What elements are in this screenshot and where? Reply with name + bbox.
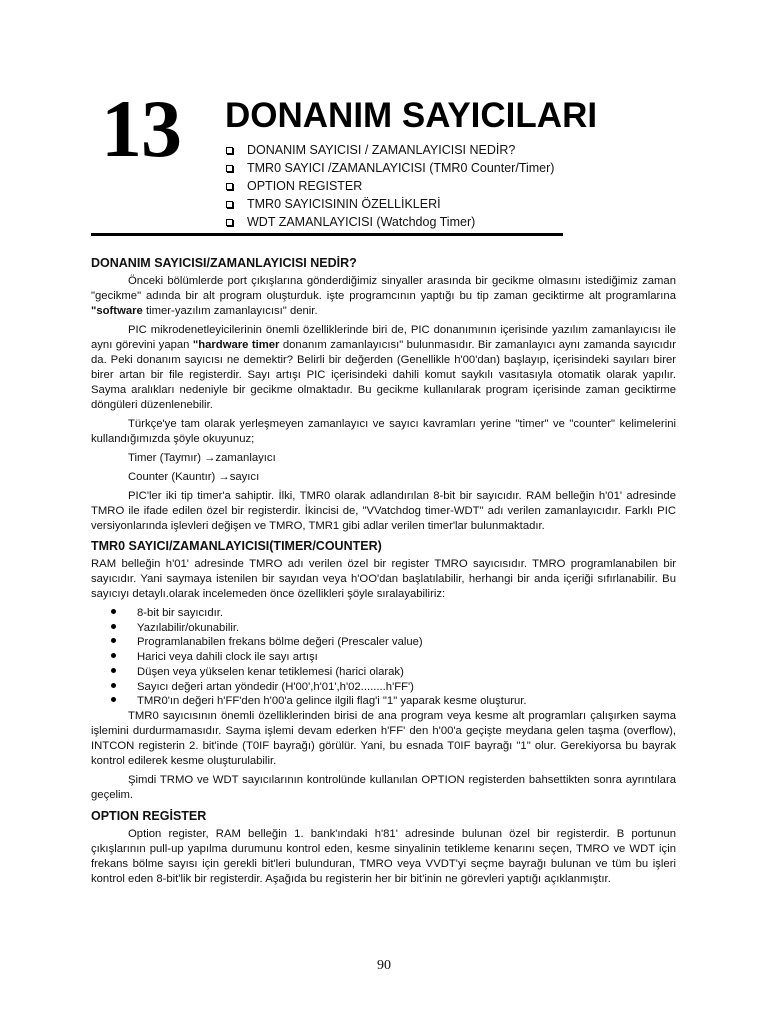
checkbox-bullet-icon — [226, 165, 233, 172]
bold-text: "software — [91, 305, 143, 317]
page-body — [91, 255, 676, 891]
checkbox-bullet-icon — [226, 201, 233, 208]
chapter-number: 13 — [101, 83, 181, 174]
definition-line: Timer (Taymır) →zamanlayıcı — [128, 452, 276, 464]
bullet-dot-icon — [111, 624, 116, 629]
bullet-dot-icon — [111, 638, 116, 643]
bullet-dot-icon — [111, 683, 116, 688]
toc-item — [226, 195, 554, 213]
bullet-dot-icon — [111, 668, 116, 673]
features-list — [91, 606, 676, 709]
bullet-dot-icon — [111, 653, 116, 658]
list-item — [111, 694, 676, 709]
list-item — [111, 665, 676, 680]
list-item — [111, 650, 676, 665]
page-number: 90 — [377, 958, 391, 973]
toc-item — [226, 141, 554, 159]
text-run: PIC mikrodenetleyicilerinin önemli özelliklerinde biri de, PIC donanımının içerisinde yazılım zamanlayıcısı ile aynı görevini yapan — [91, 324, 676, 351]
list-item-text: Harici veya dahili clock ile sayı artışı — [137, 651, 318, 664]
list-item-text: Sayıcı değeri artan yöndedir (H'00',h'01',h'02........h'FF') — [137, 680, 414, 693]
checkbox-bullet-icon — [226, 147, 233, 154]
toc-item-label: WDT ZAMANLAYICISI (Watchdog Timer) — [247, 215, 476, 229]
toc-item — [226, 213, 554, 231]
list-item — [111, 635, 676, 650]
toc-item-label: OPTION REGISTER — [247, 179, 363, 193]
paragraph: TMR0 sayıcısının önemli özelliklerinden birisi de ana program veya kesme alt programları çalışırken sayma işlemini durdurmamasıdır. Sayma işlemi devam ederken h'FF' den h'00'a geçişte meydana gelen taşma (overflow), INTCON registerin 2. bit'inde (T0IF bayrağı) görülür. Yani, bu esnada T0IF bayrağı "1" olur. Gerekiyorsa bu bayrak kontrol edilerek kesme oluşturulabilir. — [91, 709, 676, 767]
list-item — [111, 606, 676, 621]
paragraph: Türkçe'ye tam olarak yerleşmeyen zamanlayıcı ve sayıcı kavramları yerine "timer" ve "counter" kelimelerini kullandığımızda şöyle okuyunuz; — [91, 418, 676, 445]
list-item-text: TMR0'ın değeri h'FF'den h'00'a gelince ilgili flag'i "1" yaparak kesme oluşturur. — [137, 695, 527, 708]
paragraph — [91, 274, 676, 319]
definition-line: Counter (Kauntır) →sayıcı — [128, 471, 260, 483]
section-heading: OPTION REGİSTER — [91, 808, 207, 823]
list-item-text: Düşen veya yükselen kenar tetiklemesi (harici olarak) — [137, 665, 404, 678]
text-run: timer-yazılım zamanlayıcısı" denir. — [142, 305, 318, 317]
list-item-text: Yazılabilir/okunabilir. — [137, 621, 240, 634]
toc-item-label: DONANIM SAYICISI / ZAMANLAYICISI NEDİR? — [247, 143, 516, 157]
text-run: donanım zamanlayıcısı" bulunmasıdır. Bir zamanlayıcı aynı zamanda sayıcıdır da. Peki donanım sayıcısı ne demektir? Belirli bir değerden (Genellikle h'00'dan) başlayıp, içerisindeki sayıları birer birer artan bir file registerdir. Sayı artışı PIC içerisindeki dahili komut saykılı vasıtasıyla otomatik olarak yapılır. Sayma aralıkları nedeniyle bir gecikme olmaktadır. Bu gecikme kullanılarak program içerisinde zaman geciktirme döngüleri düzenlenebilir. — [91, 339, 677, 411]
bullet-dot-icon — [111, 697, 116, 702]
list-item-text: Programlanabilen frekans bölme değeri (Prescaler value) — [137, 636, 423, 649]
paragraph: RAM belleğin h'01' adresinde TMRO adı verilen özel bir register TMRO sayıcısıdır. TMRO programlanabilen bir sayıcıdır. Yani saymaya istenilen bir sayıdan veya h'OO'dan başlatılabilir, herhangi bir anda içeriği sıfırlanabilir. Bu sayıcıyı detaylı.olarak incelemeden önce özellikleri şöyle sıralayabiliriz: — [91, 558, 676, 600]
header-divider — [91, 233, 563, 236]
text-run: Önceki bölümlerde port çıkışlarına gönderdiğimiz sinyaller arasında bir gecikme olmasını istediğimiz zaman "gecikme" adında bir alt program oluşturduk. işte programcının yaptığı bu tip zaman geciktirme alt programlarına — [91, 275, 676, 302]
toc-item — [226, 159, 554, 177]
paragraph: Şimdi TRMO ve WDT sayıcılarının kontrolünde kullanılan OPTION registerden bahsettikten sonra ayrıntılara geçelim. — [91, 773, 676, 801]
chapter-title: DONANIM SAYICILARI — [225, 96, 598, 135]
paragraph: Option register, RAM belleğin 1. bank'ındaki h'81' adresinde bulunan özel bir registerdir. B portunun çıkışlarının pull-up yapılma durumunu kontrol eden, kesme sinyalinin tetikleme kenarını seçen, TMRO ve WDT için frekans bölme sayısı için gerekli bit'leri bulunduran, TMRO veya VVDT'yi seçme bayrağı bulunan ve tüm bu işleri kontrol eden 8-bit'lik bir registerdir. Aşağıda bu registerin her bir bit'inin ne görevleri yaptığı açıklanmıştır. — [91, 827, 676, 885]
toc-item-label: TMR0 SAYICI /ZAMANLAYICISI (TMR0 Counter/Timer) — [247, 161, 555, 175]
list-item — [111, 621, 676, 636]
checkbox-bullet-icon — [226, 183, 233, 190]
paragraph: PIC'ler iki tip timer'a sahiptir. İlki, TMR0 olarak adlandırılan 8-bit bir sayıcıdır. RAM belleğin h'01' adresinde TMRO ile ifade edilen özel bir registerdir. İkincisi de, "VVatchdog timer-WDT" adı verilen zamanlayıcıdır. Farklı PIC versiyonlarında işlevleri değişen ve TMRO, TMR1 gibi adlar verilen timer'lar bulunmaktadır. — [91, 490, 676, 532]
section-heading: DONANIM SAYICISI/ZAMANLAYICISI NEDİR? — [91, 256, 357, 270]
section-heading: TMR0 SAYICI/ZAMANLAYICISI(TIMER/COUNTER) — [91, 539, 382, 553]
chapter-contents-list — [226, 141, 554, 231]
bold-text: "hardware timer — [192, 339, 280, 351]
paragraph — [91, 323, 676, 413]
bullet-dot-icon — [111, 609, 116, 614]
checkbox-bullet-icon — [226, 219, 233, 226]
list-item-text: 8-bit bir sayıcıdır. — [137, 607, 224, 619]
list-item — [111, 680, 676, 695]
toc-item-label: TMR0 SAYICISININ ÖZELLİKLERİ — [247, 197, 441, 211]
toc-item — [226, 177, 554, 195]
